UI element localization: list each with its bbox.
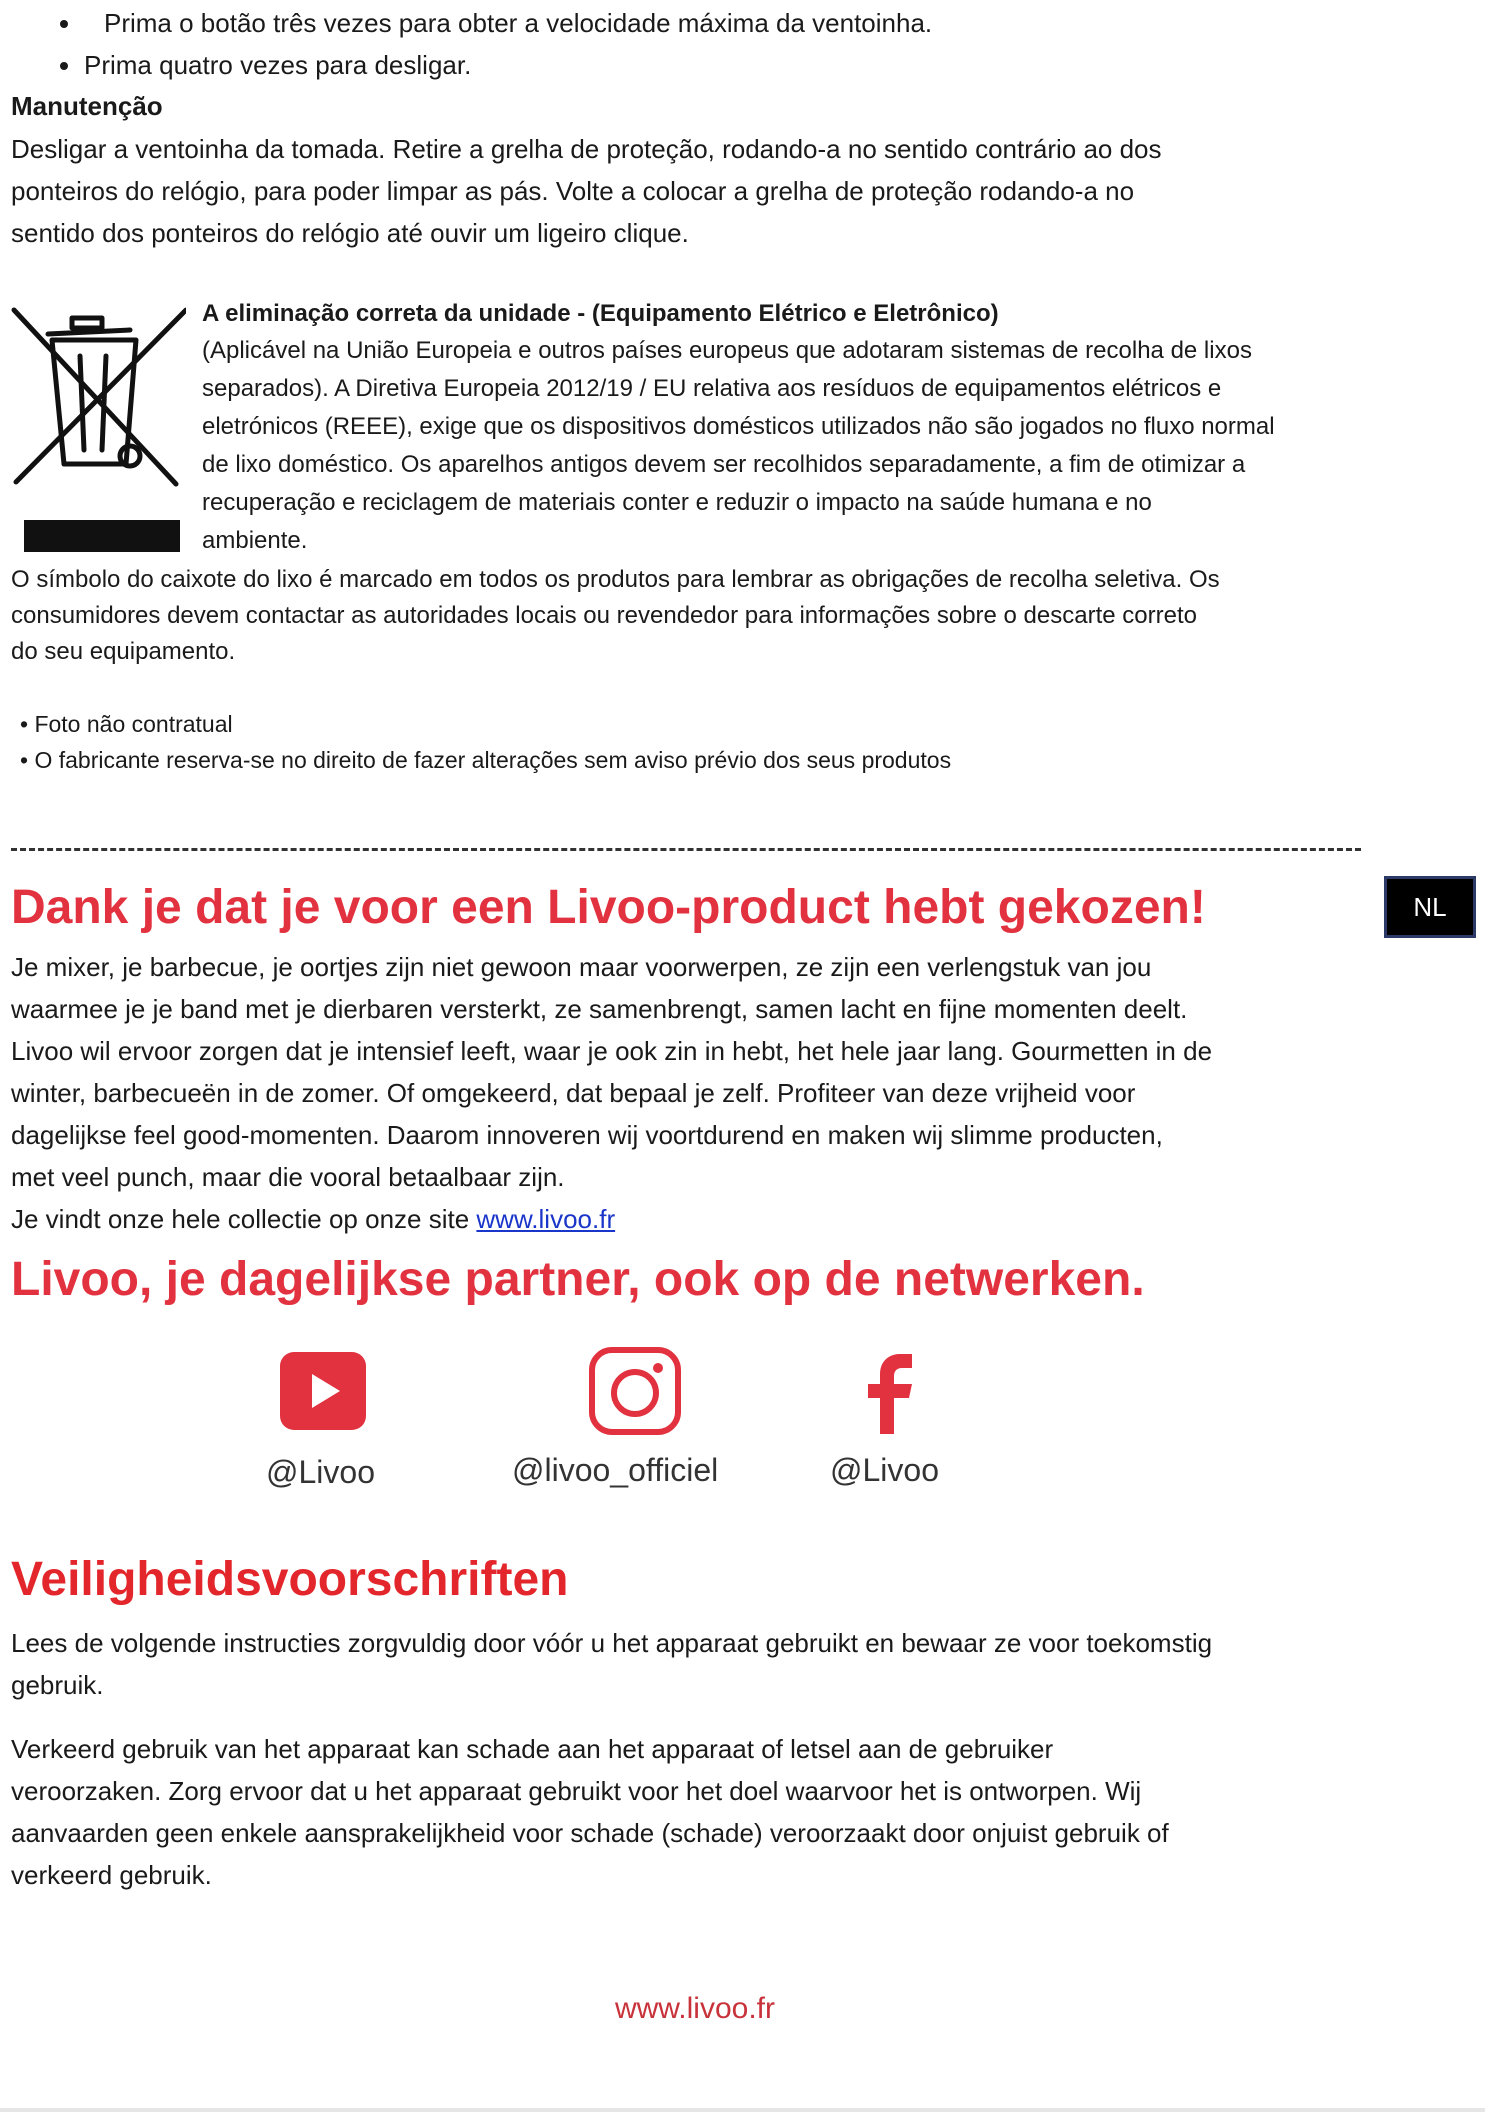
text-line: separados). A Diretiva Europeia 2012/19 / EU relativa aos resíduos de equipamentos elétricos e: [202, 375, 1222, 402]
text-line: gebruik.: [11, 1670, 104, 1700]
text-line: met veel punch, maar die vooral betaalbaar zijn.: [11, 1162, 565, 1192]
bullet-item: [74, 44, 1374, 86]
text-line: recuperação e reciclagem de materiais conter e reduzir o impacto na saúde humana e no: [202, 489, 1152, 516]
text-line: Livoo wil ervoor zorgen dat je intensief leeft, waar je ook zin in hebt, het hele jaar lang. Gourmetten in de: [11, 1036, 1213, 1066]
facebook-icon[interactable]: [866, 1354, 914, 1434]
thanks-title: Dank je dat je voor een Livoo-product hebt gekozen!: [11, 881, 1206, 934]
text-line: veroorzaken. Zorg ervoor dat u het apparaat gebruikt voor het doel waarvoor het is ontworpen. Wij: [11, 1776, 1142, 1806]
note-item: • Foto não contratual: [20, 711, 233, 737]
bullet-item: [74, 2, 1374, 44]
text-line: waarmee je je band met je dierbaren versterkt, ze samenbrengt, samen lacht en fijne momenten deelt.: [11, 994, 1188, 1024]
text-line: winter, barbecueën in de zomer. Of omgekeerd, dat bepaal je zelf. Profiteer van deze vrijheid voor: [11, 1078, 1136, 1108]
language-badge: NL: [1384, 876, 1476, 938]
text-line: aanvaarden geen enkele aansprakelijkheid voor schade (schade) veroorzaakt door onjuist gebruik of: [11, 1818, 1169, 1848]
text-line: Je mixer, je barbecue, je oortjes zijn niet gewoon maar voorwerpen, ze zijn een verlengstuk van jou: [11, 952, 1152, 982]
text-line: Verkeerd gebruik van het apparaat kan schade aan het apparaat of letsel aan de gebruiker: [11, 1734, 1054, 1764]
text-line: sentido dos ponteiros do relógio até ouvir um ligeiro clique.: [11, 218, 689, 248]
text-line: ambiente.: [202, 527, 308, 554]
youtube-handle[interactable]: @Livoo: [266, 1454, 375, 1490]
bullet-text: Prima o botão três vezes para obter a velocidade máxima da ventoinha.: [104, 8, 933, 38]
text-line: dagelijkse feel good-momenten. Daarom innoveren wij voortdurend en maken wij slimme producten,: [11, 1120, 1163, 1150]
text-line: Desligar a ventoinha da tomada. Retire a grelha de proteção, rodando-a no sentido contrário ao dos: [11, 134, 1162, 164]
collection-text: Je vindt onze hele collectie op onze site: [11, 1204, 477, 1234]
intro-text: [11, 946, 1431, 1198]
weee-title: A eliminação correta da unidade - (Equipamento Elétrico e Eletrônico): [202, 300, 999, 327]
text-line: do seu equipamento.: [11, 638, 236, 665]
bullet-dot: [60, 20, 68, 28]
text-line: ponteiros do relógio, para poder limpar as pás. Volte a colocar a grelha de proteção rodando-a no: [11, 176, 1135, 206]
symbol-text: [11, 562, 1451, 670]
instagram-icon[interactable]: [588, 1346, 682, 1436]
weee-text: [202, 332, 1442, 560]
text-line: Lees de volgende instructies zorgvuldig door vóór u het apparaat gebruikt en bewaar ze voor toekomstig: [11, 1628, 1213, 1658]
maintenance-text: [11, 128, 1411, 254]
weee-bin-icon: [10, 304, 186, 556]
page-bottom-edge: [0, 2108, 1485, 2112]
text-line: verkeerd gebruik.: [11, 1860, 212, 1890]
maintenance-title: Manutenção: [11, 91, 163, 121]
collection-line: [11, 1198, 615, 1240]
section-divider: [11, 848, 1361, 851]
text-line: eletrónicos (REEE), exige que os dispositivos domésticos utilizados não são jogados no fluxo normal: [202, 413, 1275, 440]
facebook-handle[interactable]: @Livoo: [830, 1452, 939, 1488]
youtube-icon[interactable]: [280, 1352, 366, 1430]
website-link[interactable]: www.livoo.fr: [476, 1204, 616, 1234]
bullet-dot: [60, 62, 68, 70]
footer-url[interactable]: www.livoo.fr: [614, 1992, 776, 2025]
text-line: (Aplicável na União Europeia e outros países europeus que adotaram sistemas de recolha de lixos: [202, 337, 1252, 364]
instagram-handle[interactable]: @livoo_officiel: [512, 1452, 719, 1488]
safety-intro: [11, 1622, 1431, 1706]
notes: [20, 706, 951, 778]
text-line: O símbolo do caixote do lixo é marcado em todos os produtos para lembrar as obrigações de recolha seletiva. Os: [11, 566, 1220, 593]
safety-text: [11, 1728, 1431, 1896]
text-line: consumidores devem contactar as autoridades locais ou revendedor para informações sobre o descarte correto: [11, 602, 1197, 629]
text-line: de lixo doméstico. Os aparelhos antigos devem ser recolhidos separadamente, a fim de otimizar a: [202, 451, 1246, 478]
partner-title: Livoo, je dagelijkse partner, ook op de netwerken.: [11, 1253, 1145, 1306]
safety-title: Veiligheidsvoorschriften: [11, 1553, 569, 1606]
bullet-text: Prima quatro vezes para desligar.: [84, 50, 472, 80]
note-item: • O fabricante reserva-se no direito de fazer alterações sem aviso prévio dos seus produtos: [20, 747, 952, 773]
